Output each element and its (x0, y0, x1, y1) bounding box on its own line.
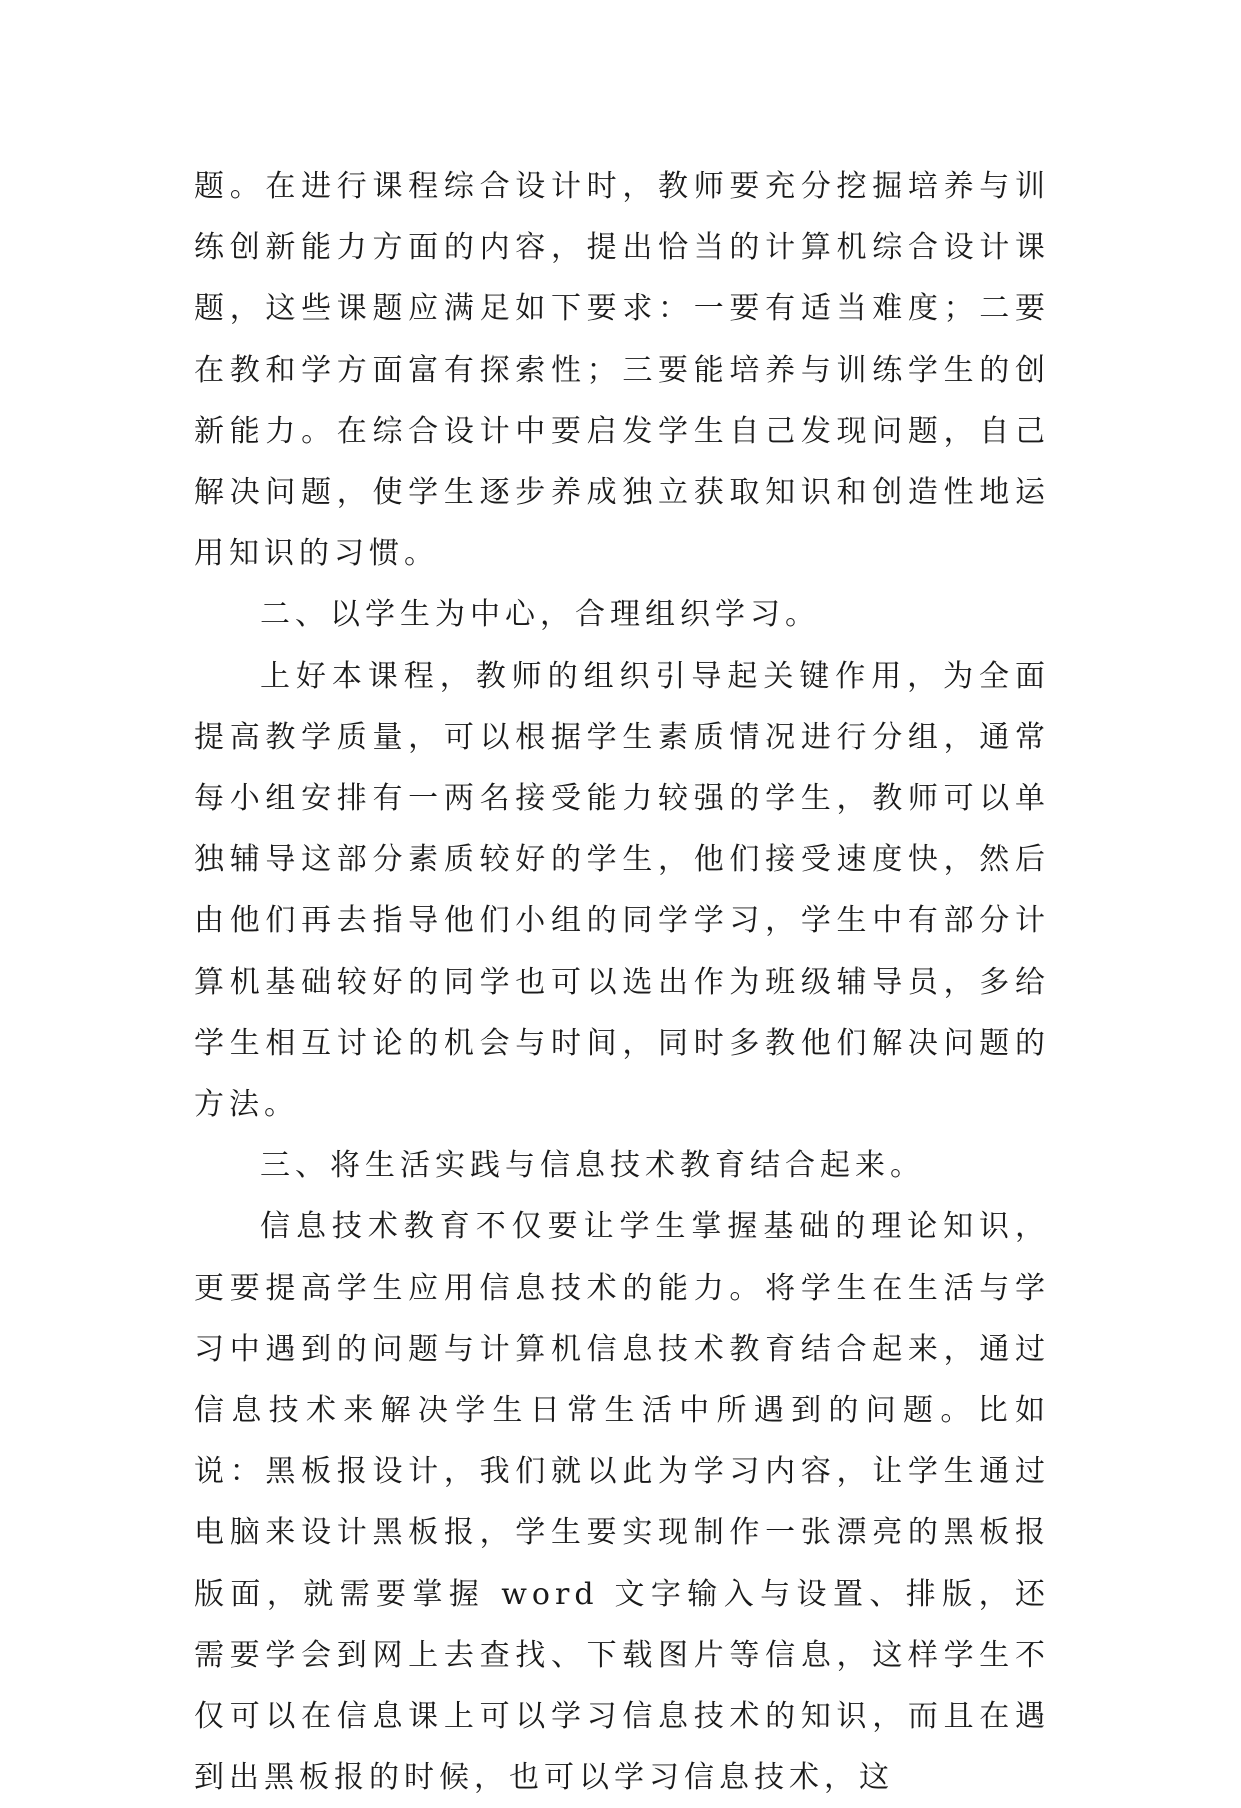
paragraph: 上好本课程，教师的组织引导起关键作用，为全面提高教学质量，可以根据学生素质情况进行分组，通常每小组安排有一两名接受能力较强的学生，教师可以单独辅导这部分素质较好的学生，他们接受速度快，然后由他们再去指导他们小组的同学学习，学生中有部分计算机基础较好的同学也可以选出作为班级辅导员，多给学生相互讨论的机会与时间，同时多教他们解决问题的方法。 (194, 658, 1050, 1123)
document-body (194, 156, 1050, 1808)
section-heading-2: 二、以学生为中心，合理组织学习。 (260, 597, 820, 633)
paragraph-continued: 题。在进行课程综合设计时，教师要充分挖掘培养与训练创新能力方面的内容，提出恰当的计算机综合设计课题，这些课题应满足如下要求：一要有适当难度；二要在教和学方面富有探索性；三要能培养与训练学生的创新能力。在综合设计中要启发学生自己发现问题，自己解决问题，使学生逐步养成独立获取知识和创造性地运用知识的习惯。 (194, 169, 1050, 572)
section-heading-3: 三、将生活实践与信息技术教育结合起来。 (260, 1148, 925, 1184)
paragraph: 信息技术教育不仅要让学生掌握基础的理论知识，更要提高学生应用信息技术的能力。将学生在生活与学习中遇到的问题与计算机信息技术教育结合起来，通过信息技术来解决学生日常生活中所遇到的问题。比如说：黑板报设计，我们就以此为学习内容，让学生通过电脑来设计黑板报，学生要实现制作一张漂亮的黑板报版面，就需要掌握 word 文字输入与设置、排版，还需要学会到网上去查找、下载图片等信息，这样学生不仅可以在信息课上可以学习信息技术的知识，而且在遇到出黑板报的时候，也可以学习信息技术，这 (194, 1209, 1050, 1796)
